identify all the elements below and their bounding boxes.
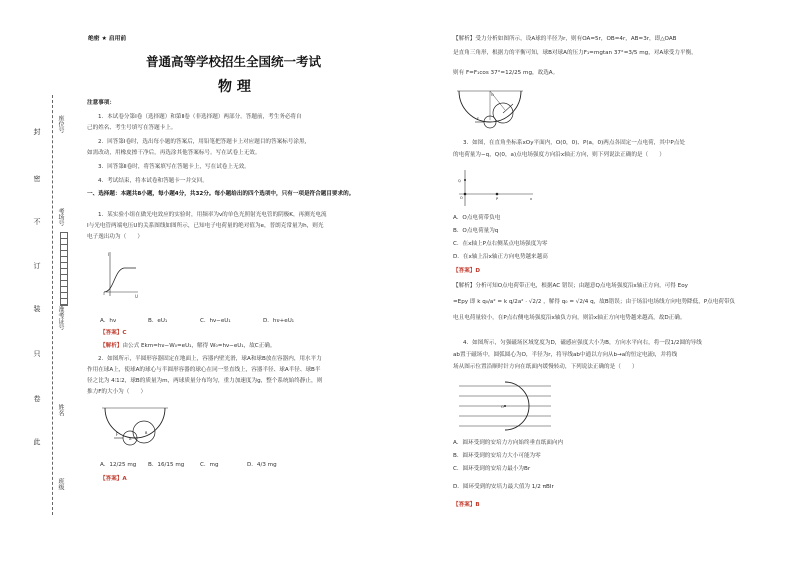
- name-label: 姓名: [57, 404, 64, 416]
- seal-char-5: 装: [33, 305, 41, 312]
- q2-line: 径之比为 4∶1∶2，球B的质量为m，两球质量分布均匀，重力加速度为g，整个系统始终静止，则: [87, 378, 323, 384]
- q2-option-c[interactable]: C．mg: [200, 462, 219, 468]
- subject-title: 物 理: [218, 79, 251, 95]
- exam-room-label: 考场号: [57, 208, 64, 226]
- binding-line: [52, 95, 53, 515]
- q2-line: 2．如图所示，半圆形容器固定在地面上，容器内壁光滑，球A和球B放在容器内，用水平力: [98, 356, 322, 362]
- svg-text:I: I: [108, 252, 110, 257]
- q2-container-figure: [100, 404, 170, 452]
- admission-number-label: 准考证号: [57, 306, 64, 330]
- q2-explain-line: 【解析】受力分析如图所示，设A球的半径为r，则有OA=5r，OB=4r，AB=3r，即△OAB: [453, 36, 677, 42]
- svg-text:U: U: [135, 294, 138, 299]
- q1-line: 电子逸出功为（ ）: [87, 234, 143, 240]
- svg-text:O: O: [460, 196, 463, 200]
- notice-line: 3．回答第Ⅱ卷时，将答案填写在答题卡上，写在试卷上无效。: [98, 164, 250, 170]
- q2-explain-line: 则有 F=F₁cos 37°=12/25 mg，故选A。: [453, 70, 559, 76]
- q3-line: 3．如图，在直角坐标系xOy平面内，O(0，0)、P(a，0)两点各固定一点电荷，其中P点处: [463, 140, 685, 146]
- notice-line: 如需改动，用橡皮擦干净后，再选涂其他答案标号。写在试卷上无效。: [87, 150, 261, 156]
- q1-explain: [100, 343, 275, 350]
- q2-force-diagram: [455, 86, 525, 136]
- class-label: 班级: [57, 478, 64, 490]
- secret-mark: 绝密 ★ 启用前: [88, 36, 127, 42]
- q2-explain-line: 是直角三角形，根据力的平衡可知，球B对球A的压力F₁=mgtan 37°=3/5 mg，对A球受力平衡，: [453, 50, 697, 56]
- q2-line: 作用在球A上，使球A的球心与半圆形容器的球心在同一竖直线上，容器半径、球A半径、球B半: [87, 367, 321, 373]
- seal-char-1: 封: [33, 128, 41, 135]
- seal-char-4: 订: [33, 262, 41, 269]
- q1-option-a[interactable]: A．hν: [100, 318, 117, 324]
- q3-option-c[interactable]: C．在x轴上P点右侧某点电场强度为零: [453, 241, 548, 247]
- q4-line: 场从图示位置沿顺时针方向在纸面内缓慢转动，下列说法正确的是（ ）: [453, 364, 638, 370]
- notice-line: 1．本试卷分第Ⅰ卷（选择题）和第Ⅱ卷（非选择题）两部分。答题前，考生务必将自: [98, 114, 302, 120]
- q4-option-d[interactable]: D．圆环受到的安培力最大值为 1/2 πBIr: [453, 484, 554, 490]
- q1-iu-graph: [100, 248, 140, 300]
- q4-option-b[interactable]: B．圆环受到的安培力大小可能为零: [453, 453, 541, 459]
- notice-line: 2．回答第Ⅰ卷时，选出每小题的答案后，用铅笔把答题卡上对应题目的答案标号涂黑，: [98, 139, 311, 145]
- notice-heading: 注意事项：: [87, 100, 115, 106]
- exam-title: 普通高等学校招生全国统一考试: [146, 54, 322, 69]
- q1-option-d[interactable]: D．hν+eU₁: [263, 318, 295, 324]
- q3-coordinate-figure: [455, 168, 535, 208]
- q4-option-c[interactable]: C．圆环受到的安培力最小为Br: [453, 466, 531, 472]
- q2-option-d[interactable]: D．4/3 mg: [247, 462, 277, 468]
- q2-answer: 【答案】A: [100, 476, 127, 482]
- svg-text:O: O: [491, 93, 494, 97]
- q3-option-d[interactable]: D．在x轴上沿x轴正方向电势越来越高: [453, 254, 548, 260]
- q1-line: 1．某实验小组在做光电效应的实验时，用频率为ν的单色光照射光电管的阴极K，再测光电流: [98, 212, 327, 218]
- svg-text:Q: Q: [458, 179, 461, 183]
- q1-option-b[interactable]: B．eU₁: [148, 318, 168, 324]
- admission-number-grid[interactable]: [60, 232, 68, 306]
- q3-explain-line: =Epy 即 k q₀/a² = k q/2a² · √2/2 ，解得 q₀ = √2/4 q，故B错误；由于场沿电场线方向电势降低，P点电荷带负: [453, 299, 736, 305]
- q3-line: 的电荷量为−q，Q(0，a)点电场强度方向沿x轴正方向，则下列说法正确的是（ ）: [453, 152, 665, 158]
- q3-answer: 【答案】D: [453, 268, 481, 274]
- q3-explain-line: 【解析】分析可知O点电荷带正电，根据AC 错误；由题意Q点电场强度沿x轴正方向，可得 Eoy: [453, 283, 688, 289]
- svg-text:P: P: [496, 197, 499, 201]
- q4-answer: 【答案】B: [453, 502, 480, 508]
- svg-text:F: F: [477, 117, 480, 121]
- q3-option-b[interactable]: B．O点电荷量为q: [453, 228, 499, 234]
- seal-char-6: 只: [33, 350, 41, 357]
- svg-text:F: F: [116, 432, 119, 437]
- svg-text:B: B: [145, 431, 148, 435]
- q1-option-c[interactable]: C．hν−eU₁: [200, 318, 231, 324]
- q4-line: ab置于磁场中，圆弧圆心为O，半径为r，将导线ab中通以方向从b→a的恒定电流I，并将线: [453, 352, 678, 358]
- q3-explain-line: 电且电荷量较小，在P点右侧电场强度沿x轴负方向，则沿x轴正方向电势越来越高，故D正确。: [453, 315, 686, 321]
- seat-number-label: 座位号: [57, 115, 64, 133]
- q1-line: I与光电管两端电压U的关系图线如图所示，已知电子电荷量的绝对值为e，普朗克常量为h，则光: [87, 223, 324, 229]
- q1-answer: 【答案】C: [100, 330, 127, 336]
- notice-line: 4．考试结束，将本试卷和答题卡一并交回。: [98, 178, 208, 184]
- q4-magnetic-field-figure: [455, 378, 555, 432]
- seal-char-7: 卷: [33, 395, 41, 402]
- q1-explain-text: 由公式 Ekm=hν−W₀=eU₁，解得 W₀=hν−eU₁，故C正确。: [122, 343, 276, 349]
- seal-char-3: 不: [33, 218, 41, 225]
- q4-option-a[interactable]: A．圆环受到的安培力方向始终垂直纸面向内: [453, 440, 564, 446]
- svg-text:O: O: [501, 405, 504, 409]
- notice-line: 己的姓名、考生号填写在答题卡上。: [87, 125, 177, 131]
- seal-char-8: 此: [33, 438, 41, 445]
- section-heading: 一、选择题：本题共8小题，每小题4分，共32分。每小题给出的四个选项中，只有一项是符合题目要求的。: [87, 191, 355, 197]
- seal-char-2: 密: [33, 175, 41, 182]
- svg-text:A: A: [129, 437, 132, 441]
- q2-option-a[interactable]: A．12/25 mg: [100, 462, 137, 468]
- q1-explain-label: 【解析】: [100, 343, 123, 349]
- q2-option-b[interactable]: B．16/15 mg: [148, 462, 185, 468]
- svg-text:x: x: [530, 197, 533, 201]
- q2-line: 推力F的大小为（ ）: [87, 389, 147, 395]
- q4-line: 4．如图所示，匀强磁场区域宽度为D，磁感应强度大小为B，方向水平向右，将一段1/2圆的导线: [463, 340, 702, 346]
- q3-option-a[interactable]: A．O点电荷带负电: [453, 215, 501, 221]
